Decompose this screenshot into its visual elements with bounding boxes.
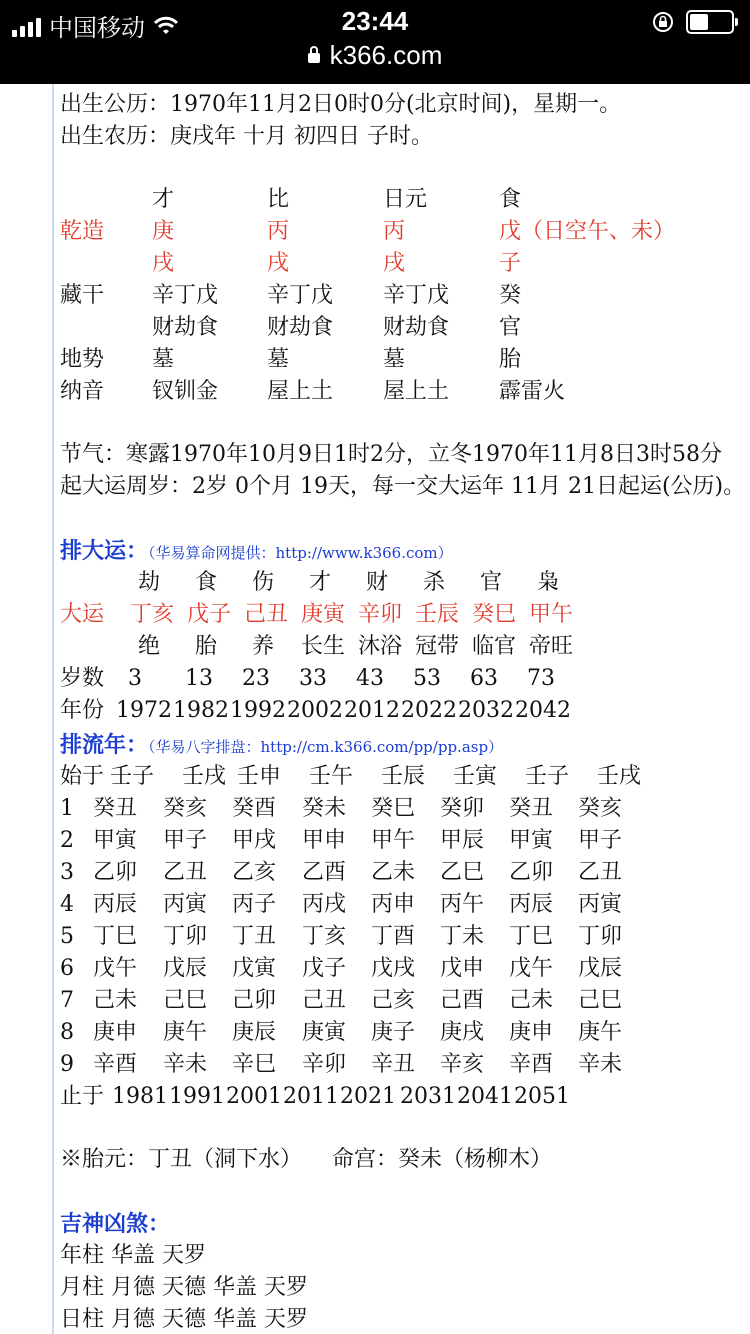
bazi-cell: 墓	[152, 347, 175, 372]
page-content	[60, 84, 750, 1334]
liunian-cell: 癸亥	[578, 796, 623, 821]
liunian-cell: 乙丑	[578, 860, 623, 885]
bazi-cell: 屋上土	[267, 379, 334, 404]
taiyuan-line	[60, 1144, 552, 1176]
liunian-cell: 甲寅	[509, 828, 554, 853]
bazi-cell: 才	[152, 187, 175, 212]
liunian-cell: 己巳	[163, 988, 208, 1013]
liunian-cell: 乙亥	[232, 860, 277, 885]
rotation-lock-icon	[652, 11, 674, 33]
liunian-cell: 庚辰	[232, 1020, 277, 1045]
liunian-end-year: 2021	[340, 1084, 396, 1109]
liunian-end-year: 2031	[400, 1084, 456, 1109]
dayun-year: 1992	[230, 698, 286, 723]
dayun-god: 伤	[252, 570, 275, 595]
liunian-heading: 排流年：	[60, 732, 149, 758]
clock: 23:44	[341, 6, 409, 36]
liunian-cell: 丁丑	[232, 924, 277, 949]
bazi-cell: 庚	[152, 219, 175, 244]
dayun-year: 2022	[401, 698, 457, 723]
liunian-cell: 戊子	[302, 956, 347, 981]
liunian-cell: 癸未	[302, 796, 347, 821]
liunian-end-year: 1991	[169, 1084, 225, 1109]
dayun-heading: 排大运：	[60, 538, 149, 564]
liunian-cell: 乙未	[371, 860, 416, 885]
dayun-state: 绝	[138, 634, 161, 659]
dayun-year: 2042	[515, 698, 571, 723]
liunian-cell: 庚午	[163, 1020, 208, 1045]
bazi-row-label: 藏干	[60, 283, 105, 308]
liunian-end-year: 1981	[112, 1084, 168, 1109]
liunian-cell: 丁酉	[371, 924, 416, 949]
lock-icon	[308, 53, 320, 63]
liunian-cell: 癸丑	[509, 796, 554, 821]
liunian-start: 壬申	[237, 764, 282, 789]
dayun-label: 大运	[60, 602, 105, 627]
liunian-cell: 丁亥	[302, 924, 347, 949]
liunian-cell: 丁巳	[509, 924, 554, 949]
dayun-heading-line	[60, 535, 453, 567]
liunian-cell: 戊戌	[371, 956, 416, 981]
bazi-cell: 子	[499, 251, 522, 276]
bazi-cell: 比	[267, 187, 290, 212]
end-label: 止于	[60, 1084, 105, 1109]
liunian-cell: 乙酉	[302, 860, 347, 885]
qiyun-line: 起大运周岁：2岁 0个月 19天，每一交大运年 11月 21日起运(公历)。	[60, 474, 746, 499]
liunian-cell: 己酉	[440, 988, 485, 1013]
liunian-cell: 庚申	[509, 1020, 554, 1045]
dayun-year: 2012	[344, 698, 400, 723]
bazi-cell: 墓	[267, 347, 290, 372]
dayun-god: 官	[480, 570, 503, 595]
liunian-cell: 丙戌	[302, 892, 347, 917]
liunian-cell: 丙子	[232, 892, 277, 917]
liunian-cell: 癸酉	[232, 796, 277, 821]
liunian-end-year: 2051	[514, 1084, 570, 1109]
dayun-age: 3	[128, 666, 142, 691]
liunian-cell: 甲子	[578, 828, 623, 853]
liunian-cell: 己卯	[232, 988, 277, 1013]
year-label: 年份	[60, 698, 105, 723]
shensha-row-day: 日柱 月德 天德 华盖 天罗	[60, 1307, 308, 1332]
liunian-cell: 戊午	[93, 956, 138, 981]
liunian-row-number: 2	[60, 828, 74, 853]
liunian-cell: 丁卯	[163, 924, 208, 949]
liunian-cell: 乙巳	[440, 860, 485, 885]
liunian-cell: 辛亥	[440, 1052, 485, 1077]
address-bar[interactable]	[0, 40, 750, 71]
dayun-state: 临官	[472, 634, 517, 659]
bazi-cell: 食	[499, 187, 522, 212]
bazi-cell: 财劫食	[267, 315, 334, 340]
liunian-row-number: 7	[60, 988, 74, 1013]
bazi-cell: 戊（日空午、未）	[499, 219, 676, 244]
liunian-cell: 丙辰	[93, 892, 138, 917]
bazi-cell: 戌	[383, 251, 406, 276]
bazi-row-label: 乾造	[60, 219, 105, 244]
birth-lunar: 出生农历：庚戌年 十月 初四日 子时。	[60, 124, 433, 149]
liunian-cell: 丁巳	[93, 924, 138, 949]
liunian-cell: 己亥	[371, 988, 416, 1013]
bazi-cell: 霹雷火	[499, 379, 566, 404]
shensha-heading: 吉神凶煞：	[60, 1211, 171, 1237]
dayun-pillar: 甲午	[529, 602, 574, 627]
liunian-end-year: 2001	[226, 1084, 282, 1109]
liunian-start: 壬子	[525, 764, 570, 789]
liunian-row-number: 4	[60, 892, 74, 917]
birth-solar: 出生公历：1970年11月2日0时0分(北京时间)，星期一。	[60, 92, 622, 117]
dayun-age: 53	[413, 666, 441, 691]
liunian-cell: 癸丑	[93, 796, 138, 821]
liunian-cell: 甲子	[163, 828, 208, 853]
liunian-row-number: 1	[60, 796, 74, 821]
bazi-row-label: 纳音	[60, 379, 105, 404]
liunian-cell: 丙申	[371, 892, 416, 917]
liunian-cell: 辛未	[163, 1052, 208, 1077]
dayun-god: 食	[195, 570, 218, 595]
bazi-cell: 财劫食	[152, 315, 219, 340]
left-rule	[52, 84, 54, 1334]
bazi-cell: 戌	[152, 251, 175, 276]
liunian-cell: 庚戌	[440, 1020, 485, 1045]
dayun-state: 长生	[301, 634, 346, 659]
bazi-cell: 胎	[499, 347, 522, 372]
liunian-start: 壬戌	[182, 764, 227, 789]
liunian-cell: 丁未	[440, 924, 485, 949]
liunian-row-number: 3	[60, 860, 74, 885]
dayun-pillar: 壬辰	[415, 602, 460, 627]
liunian-cell: 庚午	[578, 1020, 623, 1045]
dayun-pillar: 庚寅	[301, 602, 346, 627]
liunian-cell: 戊午	[509, 956, 554, 981]
dayun-age: 33	[299, 666, 327, 691]
liunian-cell: 丁卯	[578, 924, 623, 949]
liunian-start: 壬戌	[597, 764, 642, 789]
age-label: 岁数	[60, 666, 105, 691]
dayun-god: 财	[366, 570, 389, 595]
liunian-row-number: 5	[60, 924, 74, 949]
dayun-age: 43	[356, 666, 384, 691]
liunian-cell: 戊辰	[163, 956, 208, 981]
bazi-cell: 辛丁戊	[152, 283, 219, 308]
dayun-state: 胎	[195, 634, 218, 659]
liunian-cell: 甲辰	[440, 828, 485, 853]
url-text: k366.com	[329, 40, 443, 70]
liunian-cell: 辛丑	[371, 1052, 416, 1077]
carrier-label: 中国移动	[49, 15, 145, 42]
dayun-state: 帝旺	[529, 634, 574, 659]
liunian-cell: 戊申	[440, 956, 485, 981]
liunian-cell: 丙午	[440, 892, 485, 917]
battery-icon	[686, 10, 734, 34]
liunian-cell: 癸亥	[163, 796, 208, 821]
dayun-year: 2002	[287, 698, 343, 723]
liunian-cell: 甲午	[371, 828, 416, 853]
liunian-cell: 己未	[509, 988, 554, 1013]
bazi-row-label: 地势	[60, 347, 105, 372]
liunian-row-number: 6	[60, 956, 74, 981]
liunian-cell: 辛酉	[509, 1052, 554, 1077]
dayun-age: 63	[470, 666, 498, 691]
liunian-cell: 丙辰	[509, 892, 554, 917]
dayun-year: 1982	[173, 698, 229, 723]
liunian-cell: 辛酉	[93, 1052, 138, 1077]
liunian-cell: 辛未	[578, 1052, 623, 1077]
shensha-row-year: 年柱 华盖 天罗	[60, 1243, 206, 1268]
bazi-cell: 钗钏金	[152, 379, 219, 404]
dayun-state: 养	[252, 634, 275, 659]
liunian-cell: 庚寅	[302, 1020, 347, 1045]
liunian-cell: 甲寅	[93, 828, 138, 853]
bazi-cell: 官	[499, 315, 522, 340]
dayun-state: 冠带	[415, 634, 460, 659]
jieqi-line: 节气：寒露1970年10月9日1时2分，立冬1970年11月8日3时58分	[60, 442, 722, 467]
liunian-end-year: 2011	[283, 1084, 339, 1109]
dayun-pillar: 己丑	[244, 602, 289, 627]
dayun-age: 13	[185, 666, 213, 691]
liunian-end-year: 2041	[457, 1084, 513, 1109]
liunian-cell: 乙卯	[93, 860, 138, 885]
liunian-cell: 甲申	[302, 828, 347, 853]
dayun-pillar: 丁亥	[130, 602, 175, 627]
minggong-text: 命宫：癸未（杨柳木）	[332, 1147, 553, 1172]
dayun-god: 杀	[423, 570, 446, 595]
status-right	[652, 10, 734, 34]
bazi-cell: 戌	[267, 251, 290, 276]
liunian-cell: 辛巳	[232, 1052, 277, 1077]
liunian-start: 壬寅	[453, 764, 498, 789]
liunian-row-number: 9	[60, 1052, 74, 1077]
liunian-cell: 己巳	[578, 988, 623, 1013]
dayun-state: 沐浴	[358, 634, 403, 659]
dayun-year: 1972	[116, 698, 172, 723]
liunian-cell: 己未	[93, 988, 138, 1013]
liunian-cell: 辛卯	[302, 1052, 347, 1077]
liunian-cell: 己丑	[302, 988, 347, 1013]
liunian-cell: 癸巳	[371, 796, 416, 821]
bazi-cell: 辛丁戊	[383, 283, 450, 308]
liunian-cell: 庚子	[371, 1020, 416, 1045]
start-label: 始于	[60, 764, 105, 789]
liunian-cell: 丙寅	[163, 892, 208, 917]
bazi-cell: 日元	[383, 187, 428, 212]
dayun-source-link[interactable]: （华易算命网提供：http://www.k366.com）	[148, 544, 453, 562]
liunian-start: 壬午	[309, 764, 354, 789]
dayun-pillar: 辛卯	[358, 602, 403, 627]
status-bar	[0, 0, 750, 84]
dayun-god: 枭	[537, 570, 560, 595]
liunian-start: 壬辰	[381, 764, 426, 789]
dayun-god: 才	[309, 570, 332, 595]
dayun-god: 劫	[138, 570, 161, 595]
dayun-age: 73	[527, 666, 555, 691]
liunian-cell: 乙卯	[509, 860, 554, 885]
taiyuan-text: ※胎元：丁丑（洞下水）	[60, 1147, 303, 1172]
bazi-cell: 屋上土	[383, 379, 450, 404]
bazi-cell: 辛丁戊	[267, 283, 334, 308]
liunian-cell: 甲戌	[232, 828, 277, 853]
bazi-cell: 丙	[267, 219, 290, 244]
dayun-pillar: 癸巳	[472, 602, 517, 627]
liunian-cell: 戊辰	[578, 956, 623, 981]
dayun-year: 2032	[458, 698, 514, 723]
bazi-cell: 丙	[383, 219, 406, 244]
liunian-heading-line	[60, 729, 503, 761]
dayun-age: 23	[242, 666, 270, 691]
liunian-row-number: 8	[60, 1020, 74, 1045]
dayun-pillar: 戊子	[187, 602, 232, 627]
bazi-cell: 墓	[383, 347, 406, 372]
liunian-cell: 乙丑	[163, 860, 208, 885]
liunian-start: 壬子	[110, 764, 155, 789]
liunian-cell: 庚申	[93, 1020, 138, 1045]
liunian-source-link[interactable]: （华易八字排盘：http://cm.k366.com/pp/pp.asp）	[148, 738, 504, 756]
bazi-cell: 财劫食	[383, 315, 450, 340]
bazi-cell: 癸	[499, 283, 522, 308]
liunian-cell: 癸卯	[440, 796, 485, 821]
shensha-row-month: 月柱 月德 天德 华盖 天罗	[60, 1275, 308, 1300]
liunian-cell: 丙寅	[578, 892, 623, 917]
liunian-cell: 戊寅	[232, 956, 277, 981]
